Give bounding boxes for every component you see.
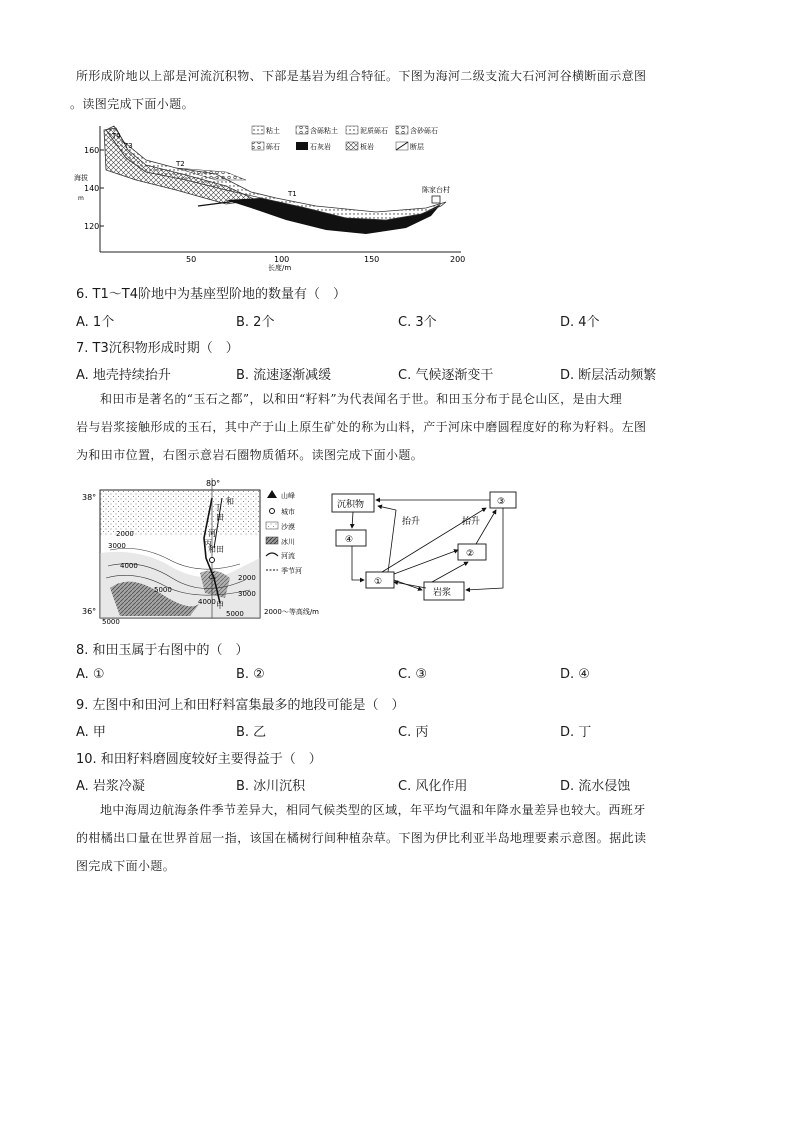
terrace-t4: T4 — [112, 132, 121, 140]
q9-option-c[interactable]: C. 丙 — [398, 725, 429, 740]
fig1-legend — [252, 126, 438, 151]
q9-option-d[interactable]: D. 丁 — [560, 725, 592, 740]
segment-jia: 甲 — [216, 601, 224, 610]
intro1-line2: 。读图完成下面小题。 — [70, 97, 195, 111]
legend-sandy-gravel: 含砂砾石 — [410, 127, 438, 135]
legend-desert: 沙漠 — [281, 523, 295, 531]
legend-seasonal-river: 季节河 — [281, 567, 302, 575]
node-2-label: ② — [466, 549, 475, 559]
intro2-line3: 为和田市位置，右图示意岩石圈物质循环。读图完成下面小题。 — [76, 448, 424, 462]
magma-label: 岩浆 — [433, 588, 452, 598]
intro-paragraph-3 — [76, 796, 716, 880]
q10-stem: 10. 和田籽料磨圆度较好主要得益于（ ） — [76, 752, 322, 767]
river-name-2: 田 — [216, 513, 224, 522]
intro2-line2: 岩与岩浆接触形成的玉石，其中产于山上原生矿处的称为山料，产于河床中磨圆程度好的称为籽料。左图 — [76, 420, 647, 434]
x-tick-label-100: 100 — [274, 255, 290, 264]
legend-city: 城市 — [281, 508, 295, 516]
legend-fault: 断层 — [410, 143, 424, 151]
river-name-3: 河 — [208, 529, 216, 538]
intro3-line1: 地中海周边航海条件季节差异大，相同气候类型的区域，年平均气温和年降水量差异也较大。西班牙 — [100, 803, 646, 817]
q7-option-d[interactable]: D. 断层活动频繁 — [560, 368, 657, 383]
q9-option-a[interactable]: A. 甲 — [76, 725, 106, 740]
uplift-label-1: 抬升 — [402, 517, 421, 527]
contour-label-4: 5000 — [154, 586, 172, 594]
legend-peak: 山峰 — [281, 492, 295, 500]
q7-stem: 7. T3沉积物形成时期（ ） — [76, 341, 239, 356]
legend-glacier: 冰川 — [281, 538, 295, 546]
q8-option-a[interactable]: A. ① — [76, 667, 105, 682]
q6-stem: 6. T1～T4阶地中为基座型阶地的数量有（ ） — [76, 287, 346, 302]
rock-cycle-diagram — [328, 488, 528, 604]
intro1-line1: 所形成阶地以上部是河流沉积物、下部是基岩为组合特征。下图为海河二级支流大石河河谷横断面示意图 — [76, 69, 647, 83]
intro-paragraph-2 — [76, 385, 716, 469]
segment-yi: 乙 — [208, 571, 216, 580]
hotan-location-map — [80, 478, 342, 626]
contour-label-6: 5000 — [226, 610, 244, 618]
contour-label-7: 2000 — [238, 574, 256, 582]
lat-top-label: 38° — [82, 493, 97, 502]
lon-label: 80° — [206, 479, 221, 488]
intro3-line3: 图完成下面小题。 — [76, 859, 176, 873]
q10-option-d[interactable]: D. 流水侵蚀 — [560, 779, 631, 794]
legend-clay: 粘土 — [266, 127, 280, 135]
node-3-label: ③ — [497, 497, 506, 507]
q8-option-d[interactable]: D. ④ — [560, 667, 590, 682]
legend-gravel: 砾石 — [266, 143, 280, 151]
intro3-line2: 的柑橘出口量在世界首屈一指，该国在橘树行间种植杂草。下图为伊比利亚半岛地理要素示意图。据此读 — [76, 831, 647, 845]
y-axis-unit: m — [78, 195, 84, 202]
x-tick-label-200: 200 — [450, 255, 466, 264]
q6-option-b[interactable]: B. 2个 — [236, 315, 275, 330]
node-4-label: ④ — [345, 535, 354, 545]
q7-option-c[interactable]: C. 气候逐渐变干 — [398, 368, 494, 383]
q8-option-b[interactable]: B. ② — [236, 667, 265, 682]
q6-option-d[interactable]: D. 4个 — [560, 315, 600, 330]
legend-limestone: 石灰岩 — [310, 143, 331, 151]
y-tick-label-120: 120 — [84, 222, 100, 231]
legend-gravelly-clay: 含砾粘土 — [310, 127, 338, 135]
contour-label-2: 3000 — [108, 542, 126, 550]
q7-option-a[interactable]: A. 地壳持续抬升 — [76, 368, 171, 383]
q10-option-a[interactable]: A. 岩浆冷凝 — [76, 779, 145, 794]
river-name-1: 和 — [226, 497, 234, 506]
q9-option-b[interactable]: B. 乙 — [236, 725, 267, 740]
contour-label-3: 4000 — [120, 562, 138, 570]
x-axis-label: 长度/m — [268, 264, 292, 272]
segment-ding: 丁 — [214, 503, 222, 512]
terrace-t2: T2 — [176, 160, 185, 168]
y-tick-label-140: 140 — [84, 184, 100, 193]
village-label: 陈家台村 — [422, 186, 450, 194]
q10-option-b[interactable]: B. 冰川沉积 — [236, 779, 306, 794]
legend-contour: 2000～等高线/m — [264, 608, 319, 616]
x-tick-label-150: 150 — [364, 255, 380, 264]
y-tick-label-160: 160 — [84, 146, 100, 155]
intro-paragraph-1 — [70, 62, 716, 118]
q10-option-c[interactable]: C. 风化作用 — [398, 779, 468, 794]
q6-option-c[interactable]: C. 3个 — [398, 315, 437, 330]
city-label: 和田 — [208, 545, 224, 554]
x-tick-label-50: 50 — [186, 255, 197, 264]
terrace-t3: T3 — [124, 142, 133, 150]
legend-river: 河流 — [281, 552, 295, 560]
q9-stem: 9. 左图中和田河上和田籽料富集最多的地段可能是（ ） — [76, 698, 405, 713]
contour-label-9: 5000 — [102, 618, 120, 626]
node-1-label: ① — [374, 577, 383, 587]
intro2-line1: 和田市是著名的“玉石之都”，以和田“籽料”为代表闻名于世。和田玉分布于昆仑山区，是由大理 — [100, 392, 623, 406]
q7-option-b[interactable]: B. 流速逐渐减缓 — [236, 368, 332, 383]
valley-cross-section-figure — [76, 120, 476, 270]
lat-bottom-label: 36° — [82, 607, 97, 616]
terrace-t1: T1 — [288, 190, 297, 198]
q8-stem: 8. 和田玉属于右图中的（ ） — [76, 643, 249, 658]
contour-label-8: 3000 — [238, 590, 256, 598]
q8-option-c[interactable]: C. ③ — [398, 667, 427, 682]
uplift-label-2: 抬升 — [462, 517, 481, 527]
map-legend — [264, 490, 319, 616]
segment-bing: 丙 — [204, 539, 212, 548]
village-house-icon — [432, 196, 440, 203]
legend-slate: 板岩 — [360, 143, 374, 151]
y-axis-label: 海拔 — [74, 174, 88, 182]
city-icon — [210, 558, 215, 563]
q6-option-a[interactable]: A. 1个 — [76, 315, 115, 330]
legend-muddy-gravel: 泥质砾石 — [360, 127, 388, 135]
contour-label-5: 4000 — [198, 598, 216, 606]
sediment-label: 沉积物 — [337, 500, 365, 510]
contour-label-1: 2000 — [116, 530, 134, 538]
